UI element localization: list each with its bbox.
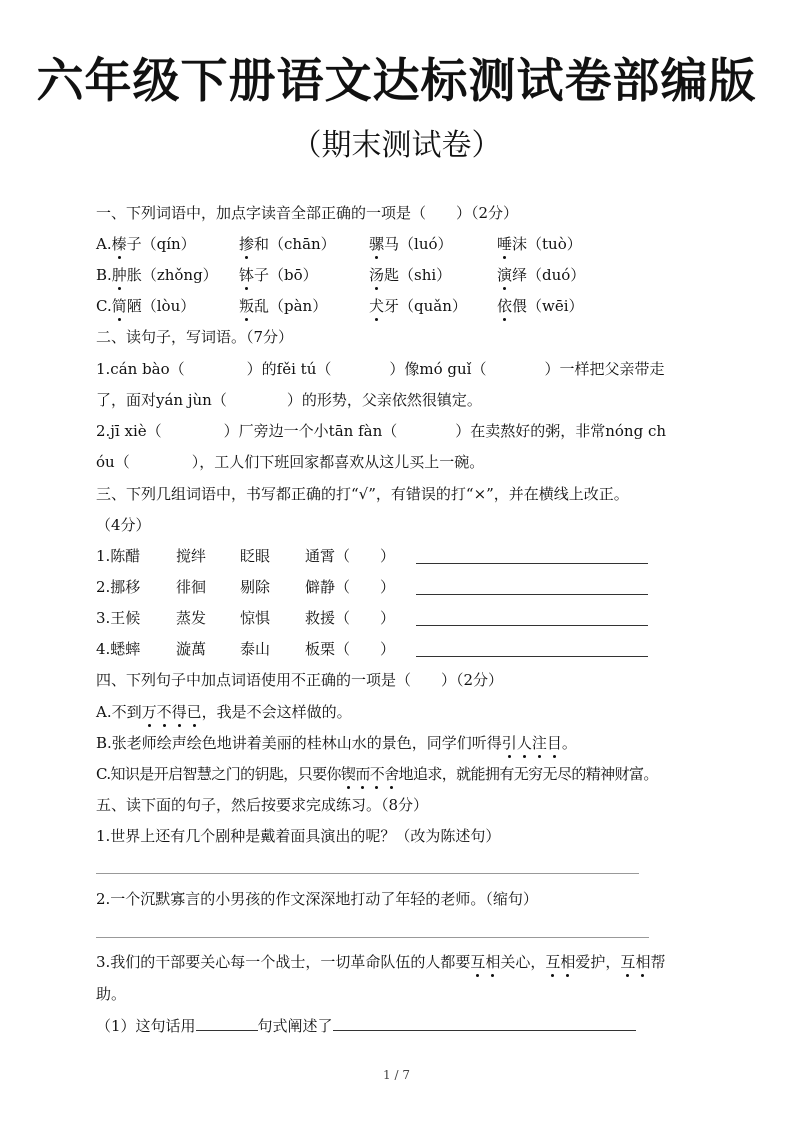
word-3: 剔除 (240, 578, 271, 596)
word-2: 蒸发 (176, 609, 207, 627)
dotted-char: 注 (531, 734, 547, 752)
word-3: 惊惧 (240, 609, 271, 627)
word-2: 徘徊 (176, 578, 207, 596)
q2-line-2 (96, 389, 703, 411)
text-segment: 3.我们的干部要关心每一个战士，一切革命队伍的人都要 (96, 953, 471, 971)
text-segment: B.张老师绘声绘色地讲着美丽的桂林山水的景色，同学们听得 (96, 734, 502, 752)
dotted-char: 掺 (239, 235, 255, 253)
text-segment: C.知识是开启智慧之门的钥匙，只要你 (96, 765, 341, 783)
q3-points: （4分） (96, 516, 151, 534)
q5-sentence-3 (96, 951, 703, 973)
text-segment: ）在卖熬好的粥，非常nóng ch (455, 422, 667, 440)
dotted-char: 引 (501, 734, 517, 752)
dotted-char: 而 (355, 765, 370, 783)
dotted-char: 骡 (369, 235, 385, 253)
word-4-with-bracket[interactable]: 救援（ ） (305, 609, 396, 627)
q5-sentence-2: 2.一个沉默寡言的小男孩的作文深深地打动了年轻的老师。（缩句） (96, 890, 538, 908)
word-2: 漩萬 (176, 640, 207, 658)
word-pinyin: 子（qín） (126, 235, 196, 253)
dotted-char: 互 (620, 953, 636, 971)
q2-stem: 二、读句子，写词语。（7分） (96, 328, 294, 346)
word-pinyin: 偎（wēi） (512, 297, 584, 315)
text-segment: ）的形势，父亲依然很镇定。 (286, 391, 482, 409)
text-segment: ）一样把父亲带走 (544, 360, 665, 378)
dotted-char: 不 (156, 703, 172, 721)
word-pinyin: 陋（lòu） (126, 297, 196, 315)
q5-sentence-1: 1.世界上还有几个剧种是戴着面具演出的呢？（改为陈述句） (96, 827, 501, 845)
dotted-char: 唾 (497, 235, 513, 253)
text-segment: ）像mó guǐ（ (389, 360, 487, 378)
option-letter: A. (96, 235, 112, 253)
dotted-char: 锲 (340, 765, 356, 783)
word-pinyin: 和（chān） (254, 235, 336, 253)
dotted-char: 得 (171, 703, 187, 721)
word-pinyin: 胀（zhǒng） (126, 266, 218, 284)
q1-stem: 一、下列词语中，加点字读音全部正确的一项是（ ）（2分） (96, 204, 519, 222)
correction-line[interactable] (416, 594, 648, 595)
q4-option-a (96, 701, 703, 723)
dotted-char: 万 (141, 703, 157, 721)
dotted-char: 依 (497, 297, 513, 315)
word-1: 1.陈醋 (96, 547, 141, 565)
text-segment: óu（ (96, 453, 130, 471)
q5-sub-1 (96, 1014, 703, 1037)
text-segment: （1）这句话用 (96, 1017, 196, 1035)
text-segment: 爱护， (575, 953, 621, 971)
text-segment: ，我是不会这样做的。 (201, 703, 352, 721)
text-segment: 关心， (500, 953, 546, 971)
word-pinyin: 绎（duó） (512, 266, 586, 284)
dotted-char: 互 (470, 953, 486, 971)
word-3: 泰山 (240, 640, 271, 658)
dotted-char: 互 (545, 953, 561, 971)
q2-line-3 (96, 420, 703, 442)
dotted-char: 叛 (239, 297, 255, 315)
dotted-char: 人 (516, 734, 532, 752)
q4-stem: 四、下列句子中加点词语使用不正确的一项是（ ）（2分） (96, 671, 504, 689)
correction-line[interactable] (416, 625, 648, 626)
text-segment: 帮 (650, 953, 666, 971)
fill-blank[interactable] (196, 1014, 258, 1031)
word-pinyin: 沫（tuò） (512, 235, 582, 253)
word-3: 眨眼 (240, 547, 271, 565)
dotted-char: 相 (635, 953, 651, 971)
word-pinyin: 子（bō） (254, 266, 318, 284)
word-pinyin: 乱（pàn） (254, 297, 328, 315)
word-1: 3.王候 (96, 609, 141, 627)
q2-line-1 (96, 358, 703, 380)
page-title: 六年级下册语文达标测试卷部编版 (36, 54, 757, 109)
word-1: 2.挪移 (96, 578, 141, 596)
dotted-char: 相 (485, 953, 501, 971)
q4-option-b (96, 732, 703, 754)
word-4-with-bracket[interactable]: 板栗（ ） (305, 640, 396, 658)
dotted-char: 钵 (239, 266, 255, 284)
dotted-char: 已 (186, 703, 202, 721)
text-segment: 。 (561, 734, 577, 752)
text-segment: ），工人们下班回家都喜欢从这儿买上一碗。 (191, 453, 485, 471)
q5-sentence-3-cont: 助。 (96, 985, 127, 1003)
dotted-char: 演 (497, 266, 513, 284)
word-1: 4.蟋蟀 (96, 640, 141, 658)
dotted-char: 肿 (111, 266, 127, 284)
dotted-char: 不 (369, 765, 385, 783)
dotted-char: 犬 (369, 297, 385, 315)
dotted-char: 简 (111, 297, 127, 315)
text-segment: 2.jī xiè（ (96, 422, 162, 440)
fill-blank[interactable] (333, 1014, 636, 1031)
text-segment: 句式阐述了 (257, 1017, 333, 1035)
dotted-char: 目 (546, 734, 562, 752)
word-4-with-bracket[interactable]: 通霄（ ） (305, 547, 396, 565)
text-segment: ）厂旁边一个小tān fàn（ (223, 422, 398, 440)
option-letter: C. (96, 297, 112, 315)
text-segment: 地追求，就能拥有无穷无尽的精神财富。 (398, 765, 658, 783)
dotted-char: 相 (560, 953, 576, 971)
word-pinyin: 匙（shi） (384, 266, 452, 284)
text-segment: 了，面对yán jùn（ (96, 391, 227, 409)
q5-stem: 五、读下面的句子，然后按要求完成练习。（8分） (96, 796, 429, 814)
text-segment: A.不到 (96, 703, 142, 721)
word-2: 搅绊 (176, 547, 207, 565)
answer-line[interactable] (96, 873, 639, 874)
q4-option-c (96, 763, 703, 785)
word-4-with-bracket[interactable]: 僻静（ ） (305, 578, 396, 596)
text-segment: ）的fěi tú（ (246, 360, 332, 378)
text-segment: 1.cán bào（ (96, 360, 185, 378)
word-pinyin: 牙（quǎn） (384, 297, 467, 315)
dotted-char: 榛 (111, 235, 127, 253)
page-number: 1 / 7 (383, 1068, 410, 1082)
q3-stem: 三、下列几组词语中，书写都正确的打“√”，有错误的打“×”，并在横线上改正。 (96, 485, 629, 503)
dotted-char: 舍 (384, 765, 399, 783)
page-subtitle: （期末测试卷） (291, 128, 502, 163)
correction-line[interactable] (416, 656, 648, 657)
answer-line[interactable] (96, 937, 649, 938)
correction-line[interactable] (416, 563, 648, 564)
word-pinyin: 马（luó） (384, 235, 453, 253)
q2-line-4 (96, 451, 703, 473)
dotted-char: 汤 (369, 266, 385, 284)
option-letter: B. (96, 266, 112, 284)
